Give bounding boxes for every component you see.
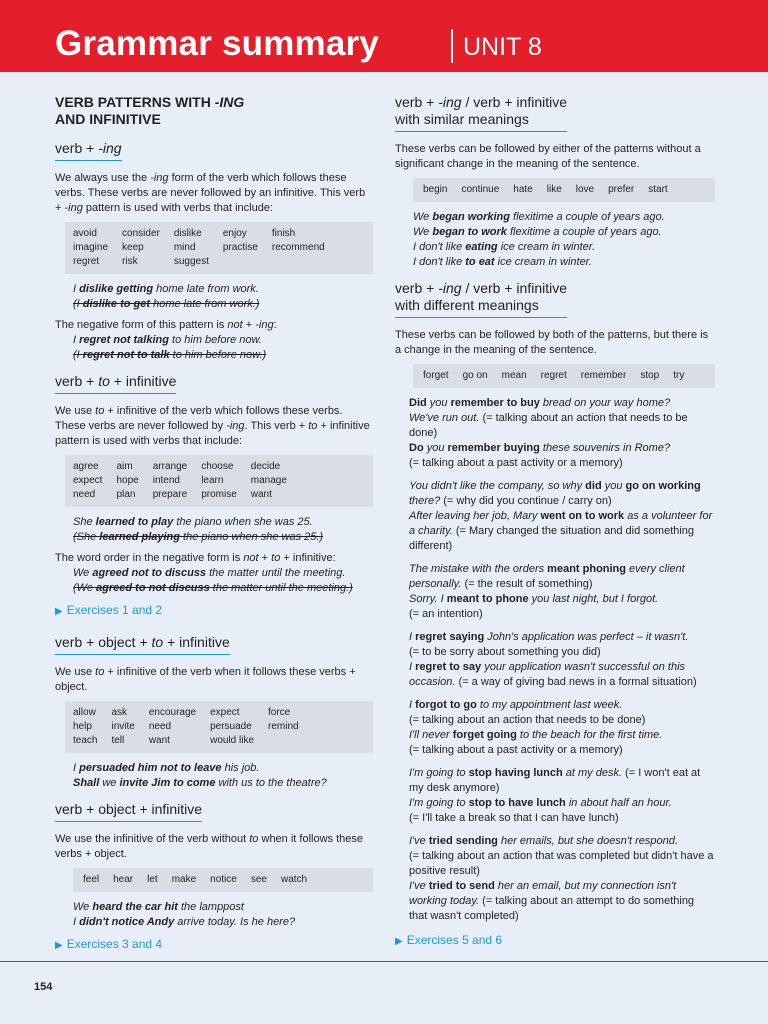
example-sentence: We began working flexitime a couple of years ago. [413, 211, 665, 223]
example-sentence: We began to work flexitime a couple of years ago. [413, 226, 662, 238]
heading-text: VERB PATTERNS WITH [55, 94, 215, 110]
example-group-forget: I forgot to go to my appointment last week. (= talking about an action that needs to be done) I'll never forget going to the beach for the first time. (= talking about a past activity or a memory) [409, 699, 663, 756]
example-sentence: I don't like eating ice cream in winter. [413, 241, 596, 253]
heading-ing: -ING [214, 94, 245, 110]
exercises-link-1-2[interactable]: ▶ Exercises 1 and 2 [55, 603, 163, 617]
example-correct: She learned to play the piano when she was 25. [73, 516, 313, 528]
arrow-right-icon: ▶ [395, 936, 403, 947]
paragraph: These verbs can be followed by either of the patterns without a significant change in the meaning of the sentence. [395, 143, 701, 170]
subheading-similar-meanings: verb + -ing / verb + infinitive with similar meanings [395, 94, 567, 132]
example-block [73, 566, 373, 596]
paragraph: We always use the -ing form of the verb which follows these verbs. These verbs are never followed by an infinitive. This verb + -ing pattern is used with verbs that include: [55, 172, 366, 214]
subheading-different-meanings: verb + -ing / verb + infinitive with different meanings [395, 280, 567, 318]
paragraph: We use the infinitive of the verb without to when it follows these verbs + object. [55, 833, 363, 860]
subheading-verb-to-infinitive: verb + to + infinitive [55, 373, 176, 394]
example-group-mean: The mistake with the orders meant phoning every client personally. (= the result of something) Sorry. I meant to phone you last night, but I forgot. (= an intention) [409, 563, 685, 620]
verb-table: avoid consider dislike enjoy finish imagine keep mind practise recommend regret risk suggest [73, 228, 325, 267]
left-column [55, 94, 373, 968]
page-header [0, 0, 768, 72]
example-incorrect: (I dislike to get home late from work.) [73, 298, 260, 310]
subheading-verb-object-to-infinitive: verb + object + to + infinitive [55, 634, 230, 655]
arrow-right-icon: ▶ [55, 940, 63, 951]
right-column [395, 94, 715, 964]
example-group-stop: I'm going to stop having lunch at my desk. (= I won't eat at my desk anymore) I'm going to stop to have lunch in about half an hour. (= I'll take a break so that I can have lunch) [409, 767, 701, 824]
example-incorrect: (We agreed to not discuss the matter until the meeting.) [73, 582, 353, 594]
arrow-right-icon: ▶ [55, 606, 63, 617]
paragraph: We use to + infinitive of the verb which follows these verbs. These verbs are never followed by -ing. This verb + to + infinitive pattern is used with verbs that include: [55, 405, 370, 447]
subheading-verb-object-infinitive: verb + object + infinitive [55, 801, 202, 822]
verb-list-box: forget go on mean regret remember stop try [413, 364, 715, 388]
verb-list-box [65, 222, 373, 274]
example-block [73, 761, 373, 791]
negative-rule: The word order in the negative form is not + to + infinitive: [55, 552, 336, 564]
verb-list-box [65, 701, 373, 753]
example-sentence: I persuaded him not to leave his job. [73, 762, 260, 774]
example-group-regret: I regret saying John's application was perfect – it wasn't. (= to be sorry about something you did) I regret to say your application wasn't successful on this occasion. (= a way of giving bad news in a formal situation) [409, 631, 697, 688]
example-group-go-on: You didn't like the company, so why did you go on working there? (= why did you continue / carry on) After leaving her job, Mary went on to work as a volunteer for a charity. (= Mary changed the situation and did something different) [409, 480, 713, 552]
example-group-try: I've tried sending her emails, but she doesn't respond. (= talking about an action that was completed but didn't have a positive result) I've tried to send her an email, but my connection isn't working today. (= talking about an attempt to do something that wasn't completed) [409, 835, 714, 922]
verb-list-box [65, 455, 373, 507]
example-sentence: I didn't notice Andy arrive today. Is he here? [73, 916, 296, 928]
page-number: 154 [34, 981, 53, 993]
example-sentence: Shall we invite Jim to come with us to the theatre? [73, 777, 327, 789]
verb-list-box: begin continue hate like love prefer start [413, 178, 715, 202]
paragraph: These verbs can be followed by both of the patterns, but there is a change in the meaning of the sentence. [395, 329, 709, 356]
example-correct: We agreed not to discuss the matter until the meeting. [73, 567, 346, 579]
page-title: Grammar summary [55, 24, 379, 63]
example-group-remember: Did you remember to buy bread on your way home? We've run out. (= talking about an action that needs to be done) Do you remember buying these souvenirs in Rome? (= talking about a past activity or a memory) [409, 397, 688, 469]
example-block [73, 515, 373, 545]
unit-label: UNIT 8 [463, 33, 542, 61]
example-block [413, 210, 715, 270]
example-block [73, 282, 373, 312]
title-separator [451, 29, 453, 63]
verb-table: allow ask encourage expect force help invite need persuade remind teach tell want would like [73, 707, 299, 746]
example-block [73, 333, 373, 363]
exercises-link-5-6[interactable]: ▶ Exercises 5 and 6 [395, 933, 503, 947]
verb-list-box: feel hear let make notice see watch [73, 868, 373, 892]
example-block [73, 900, 373, 930]
example-incorrect: (She learned playing the piano when she was 25.) [73, 531, 324, 543]
heading-text-2: AND INFINITIVE [55, 111, 161, 127]
footer-divider [0, 961, 768, 962]
example-correct: I regret not talking to him before now. [73, 334, 262, 346]
example-incorrect: (I regret not to talk to him before now.) [73, 349, 267, 361]
paragraph: We use to + infinitive of the verb when it follows these verbs + object. [55, 666, 356, 693]
section-heading [55, 94, 373, 128]
example-sentence: I don't like to eat ice cream in winter. [413, 256, 592, 268]
exercises-link-3-4[interactable]: ▶ Exercises 3 and 4 [55, 937, 163, 951]
negative-rule: The negative form of this pattern is not + -ing: [55, 319, 277, 331]
example-correct: I dislike getting home late from work. [73, 283, 259, 295]
example-sentence: We heard the car hit the lamppost [73, 901, 244, 913]
subheading-verb-ing: verb + -ing [55, 140, 122, 161]
verb-table: agree aim arrange choose decide expect hope intend learn manage need plan prepare promise want [73, 461, 287, 500]
